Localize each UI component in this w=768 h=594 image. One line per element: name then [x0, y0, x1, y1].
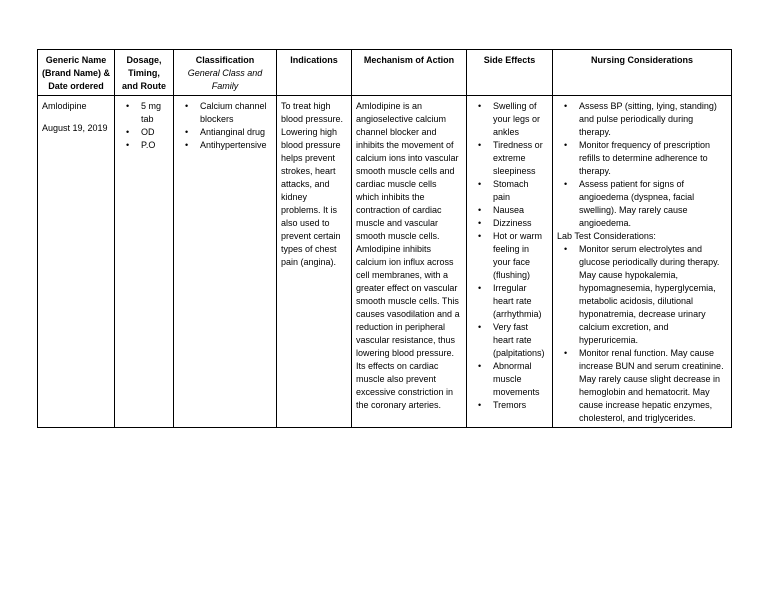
cell-mechanism: Amlodipine is an angioselective calcium channel blocker and inhibits the movement of calcium ions into vascular smooth muscle cells and cardiac muscle cells which inhibits the contraction of cardiac muscle and vascular smooth muscle cells. Amlodipine inhibits calcium ion influx across cell membranes, with a greater effect on vascular smooth muscle cells. This causes vasodilation and a reduction in peripheral vascular resistance, thus lowering blood pressure. Its effects on cardiac muscle also prevent excessive constriction in the coronary arteries. — [352, 96, 467, 428]
header-generic-name: Generic Name (Brand Name) & Date ordered — [38, 50, 115, 96]
list-item: • Nausea — [493, 204, 548, 217]
nursing-list — [557, 100, 727, 230]
cell-dosage — [115, 96, 174, 428]
header-classification — [174, 50, 277, 96]
cell-indications: To treat high blood pressure. Lowering high blood pressure helps prevent strokes, heart attacks, and kidney problems. It is also used to prevent certain types of chest pain (angina). — [277, 96, 352, 428]
header-classification-subtitle: General Class and Family — [187, 68, 263, 91]
header-nursing-considerations: Nursing Considerations — [553, 50, 732, 96]
header-dosage: Dosage, Timing, and Route — [115, 50, 174, 96]
classification-list — [178, 100, 272, 152]
table-row — [38, 96, 732, 428]
cell-classification — [174, 96, 277, 428]
lab-test-heading: Lab Test Considerations: — [557, 231, 656, 241]
side-effects-list — [471, 100, 548, 412]
list-item: • Calcium channel blockers — [200, 100, 272, 126]
header-indications: Indications — [277, 50, 352, 96]
lab-test-list — [557, 243, 727, 425]
list-item: • Assess patient for signs of angioedema (dyspnea, facial swelling). May rarely cause angioedema. — [579, 178, 727, 230]
list-item: • Irregular heart rate (arrhythmia) — [493, 282, 548, 321]
list-item: • Hot or warm feeling in your face (flushing) — [493, 230, 548, 282]
list-item: • Monitor frequency of prescription refills to determine adherence to therapy. — [579, 139, 727, 178]
header-mechanism: Mechanism of Action — [352, 50, 467, 96]
list-item: • Assess BP (sitting, lying, standing) and pulse periodically during therapy. — [579, 100, 727, 139]
list-item: • Monitor renal function. May cause increase BUN and serum creatinine. May rarely cause slight decrease in hemoglobin and hematocrit. May cause increase hepatic enzymes, cholesterol, and triglycerides. — [579, 347, 727, 425]
list-item: • Antihypertensive — [200, 139, 272, 152]
drug-card-table — [37, 49, 732, 428]
list-item: • OD — [141, 126, 169, 139]
list-item: • Swelling of your legs or ankles — [493, 100, 548, 139]
list-item: • Antianginal drug — [200, 126, 272, 139]
list-item: • Dizziness — [493, 217, 548, 230]
cell-generic-name — [38, 96, 115, 428]
list-item: • Monitor serum electrolytes and glucose periodically during therapy. May cause hypokalemia, hypomagnesemia, hyperglycemia, metabolic acidosis, dilutional hyponatremia, decrease urinary calcium excretion, and hyperuricemia. — [579, 243, 727, 347]
list-item: • 5 mg tab — [141, 100, 169, 126]
header-classification-title: Classification — [195, 55, 255, 65]
cell-nursing-considerations — [553, 96, 732, 428]
list-item: • Tremors — [493, 399, 548, 412]
header-row — [38, 50, 732, 96]
dosage-list — [119, 100, 169, 152]
list-item: • Stomach pain — [493, 178, 548, 204]
list-item: • P.O — [141, 139, 169, 152]
generic-name-value: Amlodipine — [42, 101, 87, 111]
list-item: • Abnormal muscle movements — [493, 360, 548, 399]
date-ordered-value: August 19, 2019 — [42, 123, 108, 133]
list-item: • Very fast heart rate (palpitations) — [493, 321, 548, 360]
list-item: • Tiredness or extreme sleepiness — [493, 139, 548, 178]
cell-side-effects — [467, 96, 553, 428]
header-side-effects: Side Effects — [467, 50, 553, 96]
